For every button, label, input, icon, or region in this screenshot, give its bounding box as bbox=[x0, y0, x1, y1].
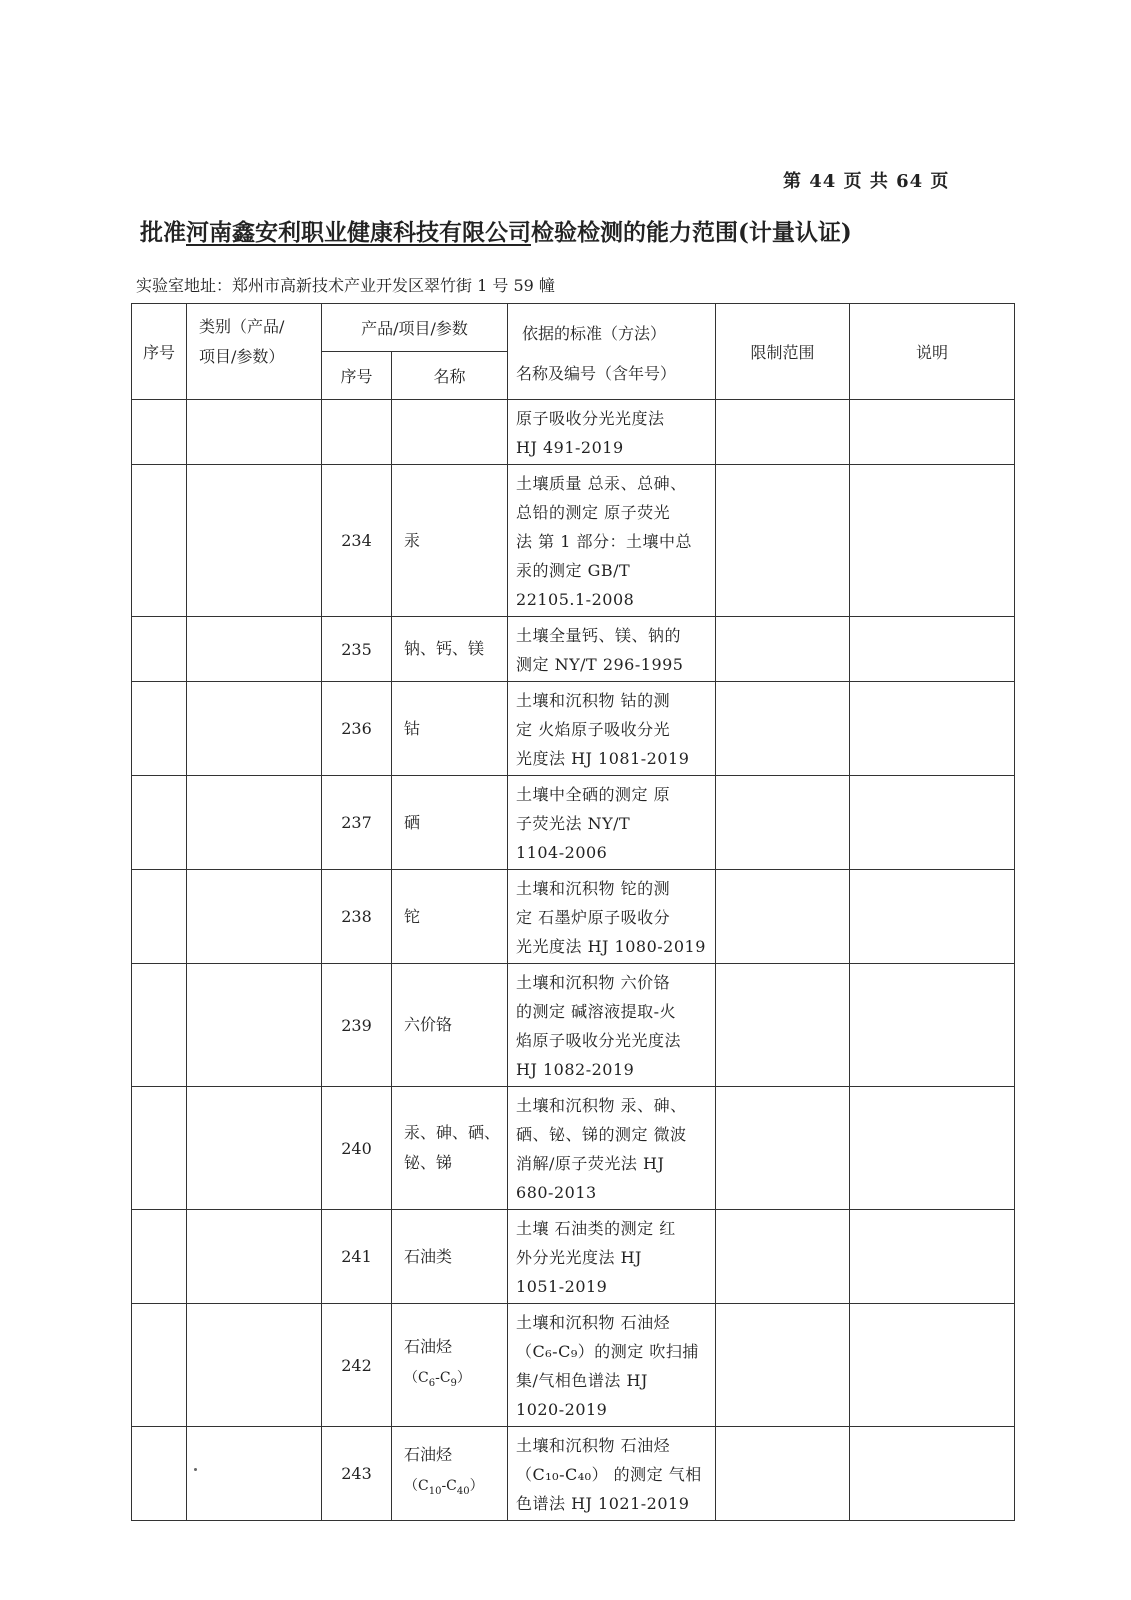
cell-limit bbox=[716, 964, 850, 1087]
cell-item-number: 238 bbox=[322, 870, 392, 964]
cell-limit bbox=[716, 776, 850, 870]
header-category: 类别（产品/ 项目/参数） bbox=[187, 304, 322, 400]
method-line: HJ 1082-2019 bbox=[516, 1060, 635, 1079]
cell-seq bbox=[132, 776, 187, 870]
header-sub-name: 名称 bbox=[392, 352, 508, 400]
cell-method bbox=[508, 1304, 716, 1427]
method-line: 子荧光法 NY/T bbox=[516, 814, 631, 833]
method-line: 土壤和沉积物 石油烃 bbox=[516, 1436, 671, 1455]
page-title bbox=[140, 214, 1020, 247]
method-line: 1020-2019 bbox=[516, 1400, 608, 1419]
cell-limit bbox=[716, 1087, 850, 1210]
title-prefix: 批准 bbox=[140, 219, 186, 246]
cell-method bbox=[508, 400, 716, 465]
cell-method bbox=[508, 964, 716, 1087]
table-row bbox=[132, 1304, 1015, 1427]
cell-limit bbox=[716, 1427, 850, 1521]
cell-category bbox=[187, 682, 322, 776]
cell-seq bbox=[132, 682, 187, 776]
cell-note bbox=[850, 964, 1015, 1087]
cell-seq bbox=[132, 964, 187, 1087]
method-line: 集/气相色谱法 HJ bbox=[516, 1371, 648, 1390]
method-line: 总铅的测定 原子荧光 bbox=[516, 503, 671, 522]
cell-method bbox=[508, 870, 716, 964]
cell-method bbox=[508, 617, 716, 682]
cell-limit bbox=[716, 682, 850, 776]
method-line: 定 火焰原子吸收分光 bbox=[516, 720, 671, 739]
method-line: 土壤 石油类的测定 红 bbox=[516, 1219, 676, 1238]
cell-note bbox=[850, 1087, 1015, 1210]
cell-seq bbox=[132, 1427, 187, 1521]
table-row bbox=[132, 1427, 1015, 1521]
page-number: 第 44 页 共 64 页 bbox=[783, 171, 950, 192]
cell-method bbox=[508, 1087, 716, 1210]
cell-note bbox=[850, 1304, 1015, 1427]
method-line: 测定 NY/T 296-1995 bbox=[516, 655, 684, 674]
cell-item-name: 汞 bbox=[392, 465, 508, 617]
method-line: 土壤和沉积物 铊的测 bbox=[516, 879, 671, 898]
cell-item-number: 239 bbox=[322, 964, 392, 1087]
method-line: 土壤和沉积物 汞、砷、 bbox=[516, 1096, 687, 1115]
method-line: 汞的测定 GB/T bbox=[516, 561, 631, 580]
cell-limit bbox=[716, 400, 850, 465]
method-line: 光光度法 HJ 1080-2019 bbox=[516, 937, 706, 956]
cell-note bbox=[850, 1210, 1015, 1304]
table-row bbox=[132, 617, 1015, 682]
table-row bbox=[132, 400, 1015, 465]
cell-item-name: 钴 bbox=[392, 682, 508, 776]
cell-item-number: 237 bbox=[322, 776, 392, 870]
method-line: 定 石墨炉原子吸收分 bbox=[516, 908, 671, 927]
cell-item-number: 241 bbox=[322, 1210, 392, 1304]
cell-note bbox=[850, 682, 1015, 776]
cell-item-number: 242 bbox=[322, 1304, 392, 1427]
table-row bbox=[132, 465, 1015, 617]
title-organization: 河南鑫安利职业健康科技有限公司 bbox=[186, 219, 531, 246]
cell-item-number: 235 bbox=[322, 617, 392, 682]
method-line: 消解/原子荧光法 HJ bbox=[516, 1154, 665, 1173]
method-line: 680-2013 bbox=[516, 1183, 597, 1202]
cell-method bbox=[508, 1427, 716, 1521]
method-line: 的测定 碱溶液提取-火 bbox=[516, 1002, 677, 1021]
header-limit: 限制范围 bbox=[716, 304, 850, 400]
cell-item-number bbox=[322, 400, 392, 465]
cell-method bbox=[508, 776, 716, 870]
method-line: 土壤全量钙、镁、钠的 bbox=[516, 626, 682, 645]
table-row bbox=[132, 776, 1015, 870]
cell-category bbox=[187, 776, 322, 870]
cell-note bbox=[850, 400, 1015, 465]
header-note: 说明 bbox=[850, 304, 1015, 400]
cell-category bbox=[187, 1210, 322, 1304]
cell-method bbox=[508, 682, 716, 776]
title-suffix: 检验检测的能力范围(计量认证) bbox=[531, 219, 852, 246]
method-line: 1051-2019 bbox=[516, 1277, 608, 1296]
cell-seq bbox=[132, 1210, 187, 1304]
cell-item-name: 汞、砷、硒、 铋、锑 bbox=[392, 1087, 508, 1210]
method-line: 土壤质量 总汞、总砷、 bbox=[516, 474, 687, 493]
cell-limit bbox=[716, 617, 850, 682]
cell-seq bbox=[132, 1304, 187, 1427]
cell-note bbox=[850, 465, 1015, 617]
cell-category bbox=[187, 1427, 322, 1521]
cell-item-name: 六价铬 bbox=[392, 964, 508, 1087]
cell-note bbox=[850, 776, 1015, 870]
lab-address: 实验室地址：郑州市高新技术产业开发区翠竹街 1 号 59 幢 bbox=[136, 276, 555, 295]
header-product-group: 产品/项目/参数 bbox=[322, 304, 508, 352]
capability-table bbox=[131, 303, 1015, 1521]
cell-category bbox=[187, 964, 322, 1087]
table-row bbox=[132, 964, 1015, 1087]
cell-seq bbox=[132, 1087, 187, 1210]
cell-item-name: 石油烃 $(C_{10}-C_{40})$ bbox=[392, 1427, 508, 1521]
cell-item-number: 240 bbox=[322, 1087, 392, 1210]
cell-seq bbox=[132, 400, 187, 465]
table-row bbox=[132, 682, 1015, 776]
method-line: 原子吸收分光光度法 bbox=[516, 409, 665, 428]
cell-category bbox=[187, 400, 322, 465]
method-line: （C₁₀-C₄₀） 的测定 气相 bbox=[516, 1465, 702, 1484]
cell-limit bbox=[716, 1210, 850, 1304]
method-line: 22105.1-2008 bbox=[516, 590, 635, 609]
cell-item-name: 石油类 bbox=[392, 1210, 508, 1304]
method-line: （C₆-C₉）的测定 吹扫捕 bbox=[516, 1342, 699, 1361]
header-standard: 依据的标准（方法） 名称及编号（含年号） bbox=[508, 304, 716, 400]
method-line: 色谱法 HJ 1021-2019 bbox=[516, 1494, 690, 1513]
method-line: 外分光光度法 HJ bbox=[516, 1248, 642, 1267]
table-row bbox=[132, 1210, 1015, 1304]
cell-item-number: 234 bbox=[322, 465, 392, 617]
cell-method bbox=[508, 465, 716, 617]
header-seq: 序号 bbox=[132, 304, 187, 400]
cell-item-name: 石油烃 $(C_6-C_9)$ bbox=[392, 1304, 508, 1427]
method-line: 法 第 1 部分：土壤中总 bbox=[516, 532, 692, 551]
cell-note bbox=[850, 1427, 1015, 1521]
cell-seq bbox=[132, 617, 187, 682]
cell-category bbox=[187, 465, 322, 617]
scan-speck bbox=[194, 1468, 197, 1471]
method-line: 土壤和沉积物 石油烃 bbox=[516, 1313, 671, 1332]
cell-note bbox=[850, 617, 1015, 682]
cell-item-number: 243 bbox=[322, 1427, 392, 1521]
cell-seq bbox=[132, 870, 187, 964]
cell-item-name: 硒 bbox=[392, 776, 508, 870]
cell-limit bbox=[716, 465, 850, 617]
cell-limit bbox=[716, 870, 850, 964]
method-line: 土壤和沉积物 六价铬 bbox=[516, 973, 671, 992]
method-line: 焰原子吸收分光光度法 bbox=[516, 1031, 682, 1050]
method-line: 土壤和沉积物 钴的测 bbox=[516, 691, 671, 710]
cell-item-name: 钠、钙、镁 bbox=[392, 617, 508, 682]
method-line: 光度法 HJ 1081-2019 bbox=[516, 749, 690, 768]
method-line: 1104-2006 bbox=[516, 843, 608, 862]
cell-method bbox=[508, 1210, 716, 1304]
cell-item-number: 236 bbox=[322, 682, 392, 776]
cell-item-name: 铊 bbox=[392, 870, 508, 964]
header-sub-seq: 序号 bbox=[322, 352, 392, 400]
cell-item-name bbox=[392, 400, 508, 465]
method-line: HJ 491-2019 bbox=[516, 438, 624, 457]
cell-category bbox=[187, 1304, 322, 1427]
method-line: 硒、铋、锑的测定 微波 bbox=[516, 1125, 687, 1144]
cell-category bbox=[187, 1087, 322, 1210]
cell-note bbox=[850, 870, 1015, 964]
cell-category bbox=[187, 617, 322, 682]
table-row bbox=[132, 870, 1015, 964]
method-line: 土壤中全硒的测定 原 bbox=[516, 785, 671, 804]
cell-category bbox=[187, 870, 322, 964]
cell-limit bbox=[716, 1304, 850, 1427]
table-row bbox=[132, 1087, 1015, 1210]
cell-seq bbox=[132, 465, 187, 617]
